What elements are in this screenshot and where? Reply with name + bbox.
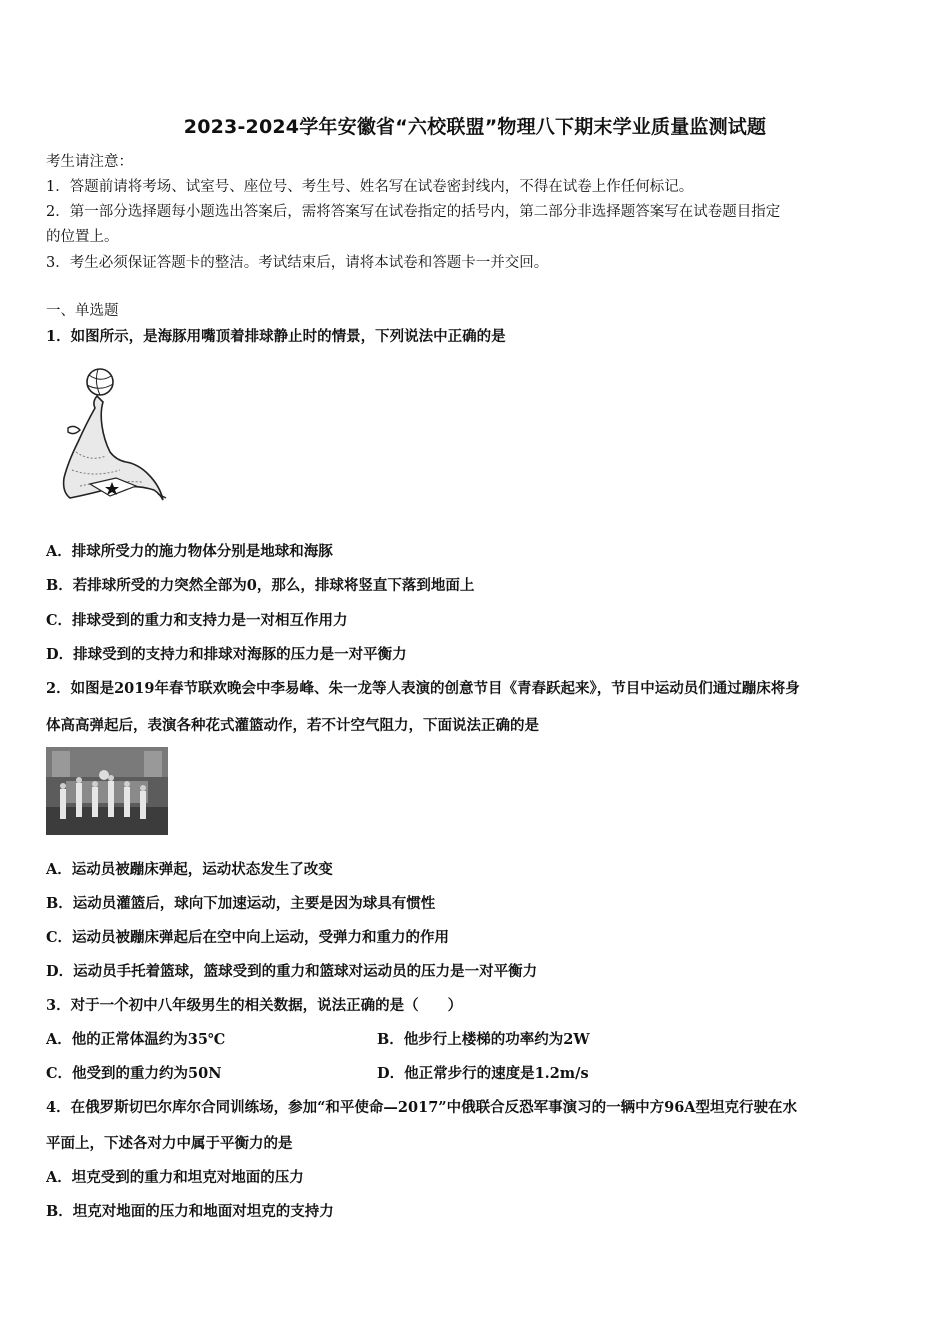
question-2-stem: 体高高弹起后，表演各种花式灌篮动作，若不计空气阻力，下面说法正确的是 xyxy=(46,717,539,734)
question-1-option-b: B．若排球所受的力突然全部为0，那么，排球将竖直下落到地面上 xyxy=(46,577,475,594)
question-2-option-b: B．运动员灌篮后，球向下加速运动，主要是因为球具有惯性 xyxy=(46,895,436,912)
question-3-option-b: B．他步行上楼梯的功率约为2W xyxy=(377,1031,590,1048)
question-1-option-c: C．排球受到的重力和支持力是一对相互作用力 xyxy=(46,612,348,629)
section-heading: 一、单选题 xyxy=(46,303,119,319)
trampoline-performance-photo xyxy=(46,747,168,835)
question-2-stem: 2．如图是2019年春节联欢晚会中李易峰、朱一龙等人表演的创意节目《青春跃起来》，节目中运动员们通过蹦床将身 xyxy=(46,680,800,697)
question-4-option-b: B．坦克对地面的压力和地面对坦克的支持力 xyxy=(46,1203,334,1220)
question-4-option-a: A．坦克受到的重力和坦克对地面的压力 xyxy=(46,1169,304,1186)
notice-item: 1．答题前请将考场、试室号、座位号、考生号、姓名写在试卷密封线内，不得在试卷上作任何标记。 xyxy=(46,179,694,195)
dolphin-volleyball-figure xyxy=(50,366,168,504)
notice-item: 2．第一部分选择题每小题选出答案后，需将答案写在试卷指定的括号内，第二部分非选择题答案写在试卷题目指定 xyxy=(46,204,781,220)
question-3-option-a: A．他的正常体温约为35℃ xyxy=(46,1031,226,1048)
question-2-option-c: C．运动员被蹦床弹起后在空中向上运动，受弹力和重力的作用 xyxy=(46,929,450,946)
notice-item: 3．考生必须保证答题卡的整洁。考试结束后，请将本试卷和答题卡一并交回。 xyxy=(46,255,549,271)
question-3-option-c: C．他受到的重力约为50N xyxy=(46,1065,222,1082)
question-2-option-d: D．运动员手托着篮球，篮球受到的重力和篮球对运动员的压力是一对平衡力 xyxy=(46,963,538,980)
question-3-stem: 3．对于一个初中八年级男生的相关数据，说法正确的是（ ） xyxy=(46,997,463,1014)
question-4-stem: 4．在俄罗斯切巴尔库尔合同训练场，参加“和平使命—2017”中俄联合反恐军事演习的一辆中方96A型坦克行驶在水 xyxy=(46,1099,798,1116)
question-1-option-d: D．排球受到的支持力和排球对海豚的压力是一对平衡力 xyxy=(46,646,407,663)
question-1-option-a: A．排球所受力的施力物体分别是地球和海豚 xyxy=(46,543,333,560)
question-4-stem: 平面上，下述各对力中属于平衡力的是 xyxy=(46,1135,293,1152)
notice-item: 的位置上。 xyxy=(46,229,119,245)
question-3-option-d: D．他正常步行的速度是1.2m/s xyxy=(377,1065,589,1082)
notice-heading: 考生请注意： xyxy=(46,154,133,170)
question-1-stem: 1．如图所示，是海豚用嘴顶着排球静止时的情景，下列说法中正确的是 xyxy=(46,328,506,345)
page-title: 2023-2024学年安徽省“六校联盟”物理八下期末学业质量监测试题 xyxy=(183,116,767,138)
question-2-option-a: A．运动员被蹦床弹起，运动状态发生了改变 xyxy=(46,861,333,878)
